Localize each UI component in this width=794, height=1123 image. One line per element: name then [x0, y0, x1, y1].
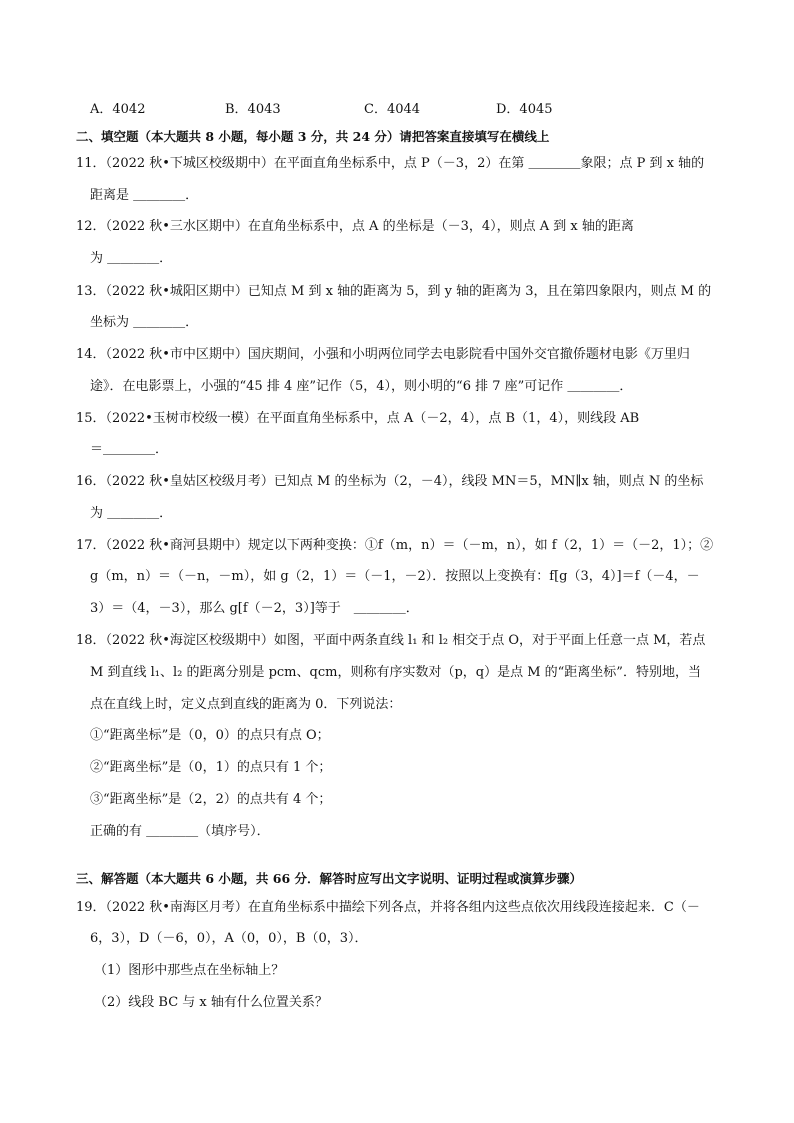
q11-line-1: 11．（2022 秋•下城区校级期中）在平面直角坐标系中，点 P（－3，2）在第 ＿＿＿＿象限；点 P 到 x 轴的 — [76, 156, 705, 171]
q18-line-1: 18．（2022 秋•海淀区校级期中）如图，平面中两条直线 l₁ 和 l₂ 相交于点 O，对于平面上任意一点 M，若点 — [76, 633, 706, 648]
q18-statement-3: ③“距离坐标”是（2，2）的点共有 4 个； — [90, 792, 332, 807]
q18-statement-2: ②“距离坐标”是（0，1）的点只有 1 个； — [90, 760, 332, 775]
q18-line-2: M 到直线 l₁、l₂ 的距离分别是 pcm、qcm，则称有序实数对（p，q）是点 M 的“距离坐标”．特别地，当 — [90, 665, 701, 680]
q16-line-2: 为 ＿＿＿＿． — [90, 506, 173, 521]
q17-line-1: 17．（2022 秋•商河县期中）规定以下两种变换：①f（m，n）＝（－m，n），如 f（2，1）＝（－2，1）；② — [76, 538, 714, 553]
option-a: A．4042 — [90, 102, 146, 117]
q11-line-2: 距离是 ＿＿＿＿． — [90, 188, 199, 203]
section-2-heading: 二、填空题（本大题共 8 小题，每小题 3 分，共 24 分）请把答案直接填写在横线上 — [76, 129, 550, 144]
q17-line-3: 3）＝（4，－3），那么 g[f（－2，3）]等于 ＿＿＿＿． — [90, 601, 419, 616]
q15-line-2: ＝＿＿＿＿． — [90, 442, 169, 457]
q19-subquestion-2: （2）线段 BC 与 x 轴有什么位置关系？ — [94, 995, 328, 1010]
q12-line-1: 12．（2022 秋•三水区期中）在直角坐标系中，点 A 的坐标是（－3，4），则点 A 到 x 轴的距离 — [76, 219, 634, 234]
q16-line-1: 16．（2022 秋•皇姑区校级月考）已知点 M 的坐标为（2，－4），线段 MN＝5，MN∥x 轴，则点 N 的坐标 — [76, 474, 704, 489]
section-3-heading: 三、解答题（本大题共 6 小题，共 66 分．解答时应写出文字说明、证明过程或演算步骤） — [76, 871, 583, 886]
option-d: D．4045 — [496, 102, 553, 117]
q14-line-2: 途》．在电影票上，小强的“45 排 4 座”记作（5，4），则小明的“6 排 7 座”可记作 ＿＿＿＿． — [90, 379, 633, 394]
q18-line-3: 点在直线上时，定义点到直线的距离为 0．下列说法： — [90, 697, 402, 712]
q17-line-2: g（m，n）＝（－n，－m），如 g（2，1）＝（－1，－2）．按照以上变换有：f[g（3，4）]＝f（－4，－ — [90, 569, 700, 584]
option-c: C．4044 — [364, 102, 421, 117]
q14-line-1: 14．（2022 秋•市中区期中）国庆期间，小强和小明两位同学去电影院看中国外交官撤侨题材电影《万里归 — [76, 347, 690, 362]
q18-statement-1: ①“距离坐标”是（0，0）的点只有点 O； — [90, 728, 330, 743]
q19-subquestion-1: （1）图形中那些点在坐标轴上？ — [94, 963, 285, 978]
option-b: B．4043 — [225, 102, 281, 117]
q18-answer-line: 正确的有 ＿＿＿＿（填序号）． — [90, 824, 270, 839]
q19-line-1: 19．（2022 秋•南海区月考）在直角坐标系中描绘下列各点，并将各组内这些点依次用线段连接起来．C（－ — [76, 900, 700, 915]
q12-line-2: 为 ＿＿＿＿． — [90, 251, 173, 266]
q15-line-1: 15．（2022•玉树市校级一模）在平面直角坐标系中，点 A（－2，4），点 B（1，4），则线段 AB — [76, 411, 640, 426]
q13-line-1: 13．（2022 秋•城阳区期中）已知点 M 到 x 轴的距离为 5，到 y 轴的距离为 3，且在第四象限内，则点 M 的 — [76, 284, 712, 299]
q19-line-2: 6，3），D（－6，0），A（0，0），B（0，3）． — [90, 931, 368, 946]
q13-line-2: 坐标为 ＿＿＿＿． — [90, 315, 199, 330]
